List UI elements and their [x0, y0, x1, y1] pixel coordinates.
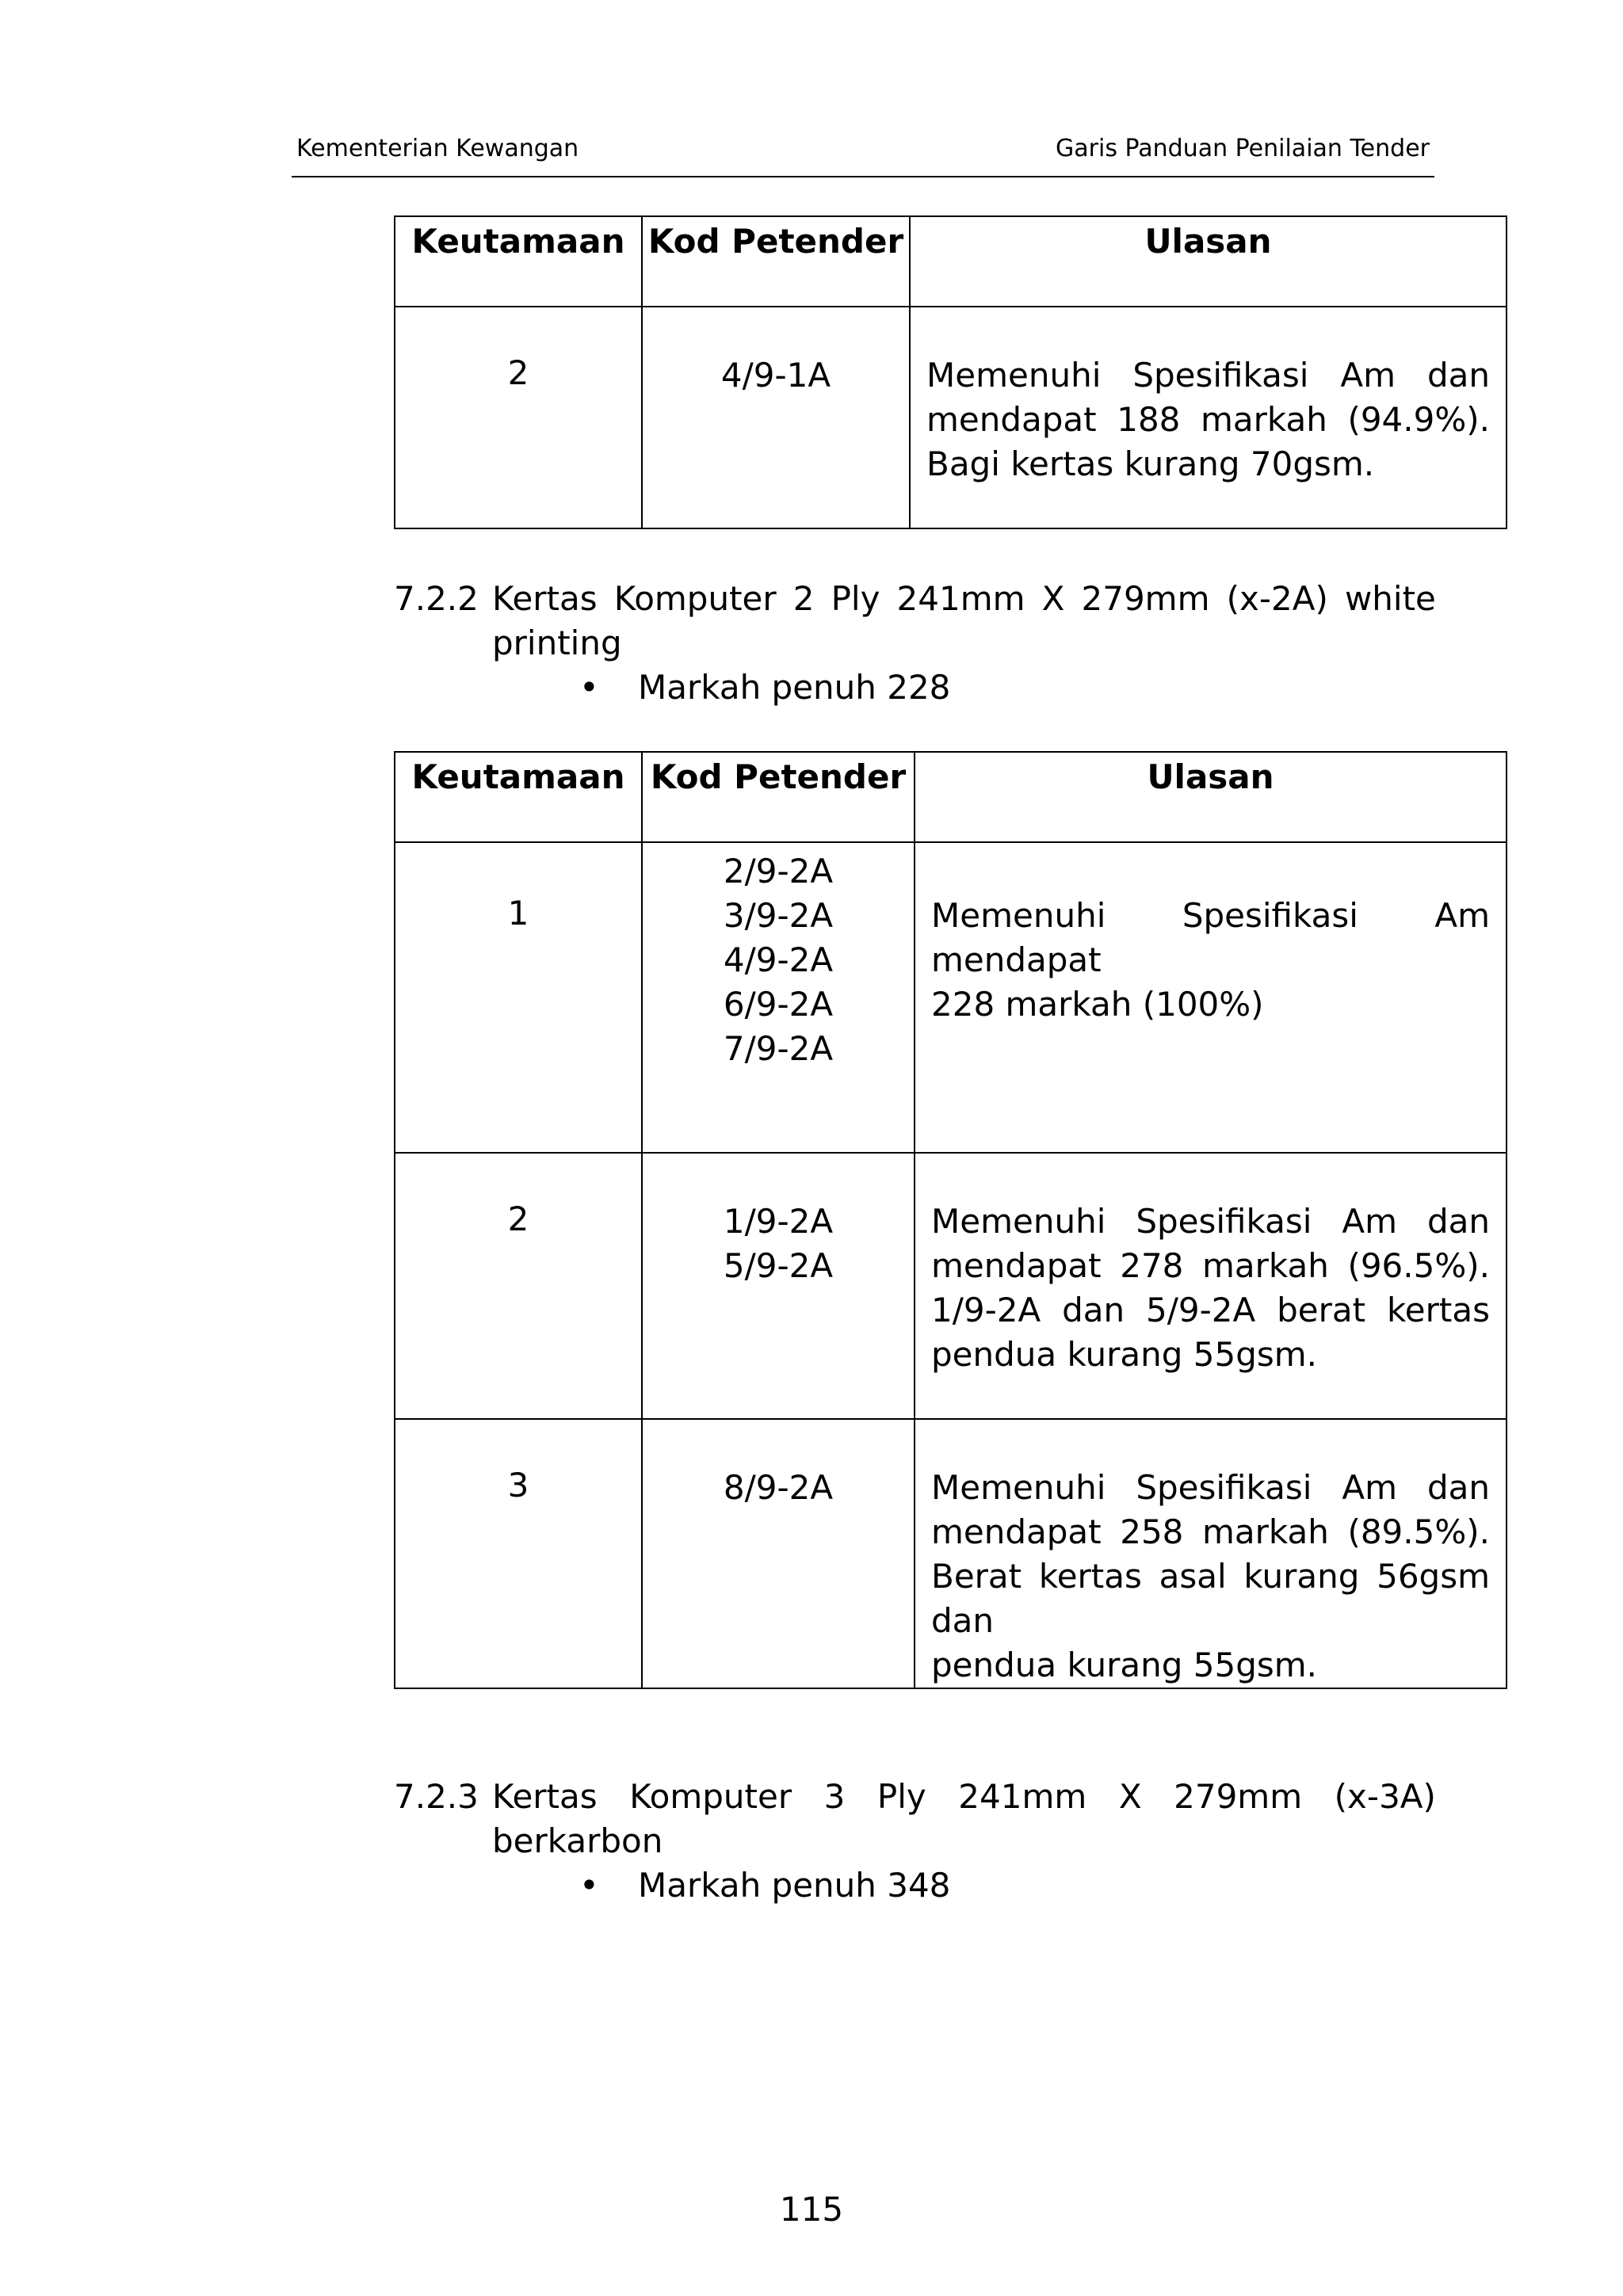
col-header-kod-petender: Kod Petender: [642, 752, 915, 842]
title-word: X: [1118, 1777, 1142, 1816]
cell-kod-petender: [642, 1153, 915, 1419]
ulasan-line: pendua kurang 55gsm.: [931, 1335, 1318, 1374]
cell-kod-petender: [642, 1419, 915, 1688]
title-word: (x-3A): [1334, 1777, 1436, 1816]
title-word: Kertas: [492, 579, 598, 618]
cell-keutamaan: 2: [395, 1153, 642, 1419]
bullet-icon: •: [579, 1866, 599, 1905]
header-ministry: Kementerian Kewangan: [296, 135, 579, 162]
ulasan-line: 228 markah (100%): [931, 985, 1264, 1024]
kod-item: 2/9-2A: [723, 852, 834, 891]
ulasan-line: Berat kertas asal kurang 56gsm dan: [931, 1557, 1490, 1640]
table-2: [394, 751, 1507, 1689]
cell-ulasan: [915, 1419, 1507, 1688]
kod-item: 6/9-2A: [723, 985, 834, 1024]
kod-item: 1/9-2A: [723, 1202, 834, 1241]
title-word: X: [1041, 579, 1065, 618]
section-title-line1: [492, 1775, 1436, 1819]
cell-keutamaan: 2: [395, 307, 642, 528]
bullet-text: Markah penuh 348: [638, 1866, 951, 1905]
cell-ulasan: [915, 1153, 1507, 1419]
col-header-ulasan: Ulasan: [910, 216, 1507, 307]
title-word: 241mm: [896, 579, 1025, 618]
ulasan-line: Memenuhi Spesifikasi Am dan: [926, 356, 1490, 395]
section-number: 7.2.2: [394, 579, 479, 618]
page-header: [292, 132, 1434, 177]
table-row: [395, 1153, 1507, 1419]
ulasan-line: mendapat 258 markah (89.5%).: [931, 1512, 1490, 1551]
table-row: [395, 1419, 1507, 1688]
section-title-line2: printing: [492, 624, 622, 662]
kod-item: 7/9-2A: [723, 1029, 834, 1068]
table-1: [394, 215, 1507, 529]
cell-kod-petender: [642, 842, 915, 1153]
cell-ulasan: [910, 307, 1507, 528]
cell-keutamaan: 1: [395, 842, 642, 1153]
cell-ulasan: [915, 842, 1507, 1153]
section-7-2-2: [394, 577, 1436, 711]
kod-item: 4/9-2A: [723, 940, 834, 979]
table-row: [395, 307, 1507, 528]
kod-item: 3/9-2A: [723, 896, 834, 935]
ulasan-line: pendua kurang 55gsm.: [931, 1646, 1318, 1684]
col-header-keutamaan: Keutamaan: [395, 216, 642, 307]
section-title-line1: [492, 577, 1436, 621]
table-header-row: [395, 752, 1507, 842]
title-word: 279mm: [1174, 1777, 1303, 1816]
table-row: [395, 842, 1507, 1153]
ulasan-line: Memenuhi Spesifikasi Am dan: [931, 1468, 1490, 1507]
ulasan-line: 1/9-2A dan 5/9-2A berat kertas: [931, 1291, 1490, 1329]
section-title-line2: berkarbon: [492, 1821, 663, 1860]
title-word: 279mm: [1081, 579, 1210, 618]
cell-keutamaan: 3: [395, 1419, 642, 1688]
kod-item: 4/9-1A: [720, 356, 831, 395]
title-word: Kertas: [492, 1777, 598, 1816]
page-number: 115: [779, 2190, 844, 2229]
ulasan-line: Memenuhi Spesifikasi Am mendapat: [931, 896, 1490, 979]
ulasan-line: mendapat 278 markah (96.5%).: [931, 1246, 1490, 1285]
ulasan-line: mendapat 188 markah (94.9%).: [926, 400, 1490, 439]
table-header-row: [395, 216, 1507, 307]
title-word: white: [1344, 579, 1436, 618]
title-word: 3: [823, 1777, 846, 1816]
bullet-icon: •: [579, 668, 599, 707]
title-word: (x-2A): [1226, 579, 1328, 618]
kod-item: 5/9-2A: [723, 1246, 834, 1285]
title-word: 241mm: [958, 1777, 1087, 1816]
title-word: Komputer: [613, 579, 777, 618]
title-word: Komputer: [629, 1777, 792, 1816]
title-word: Ply: [876, 1777, 926, 1816]
ulasan-line: Bagi kertas kurang 70gsm.: [926, 444, 1375, 483]
col-header-ulasan: Ulasan: [915, 752, 1507, 842]
cell-kod-petender: [642, 307, 910, 528]
header-doc-title: Garis Panduan Penilaian Tender: [1056, 135, 1430, 162]
kod-item: 8/9-2A: [723, 1468, 834, 1507]
section-number: 7.2.3: [394, 1777, 479, 1816]
section-7-2-3: [394, 1775, 1436, 1909]
col-header-kod-petender: Kod Petender: [642, 216, 910, 307]
ulasan-line: Memenuhi Spesifikasi Am dan: [931, 1202, 1490, 1241]
title-word: 2: [792, 579, 815, 618]
bullet-text: Markah penuh 228: [638, 668, 951, 707]
title-word: Ply: [831, 579, 880, 618]
col-header-keutamaan: Keutamaan: [395, 752, 642, 842]
